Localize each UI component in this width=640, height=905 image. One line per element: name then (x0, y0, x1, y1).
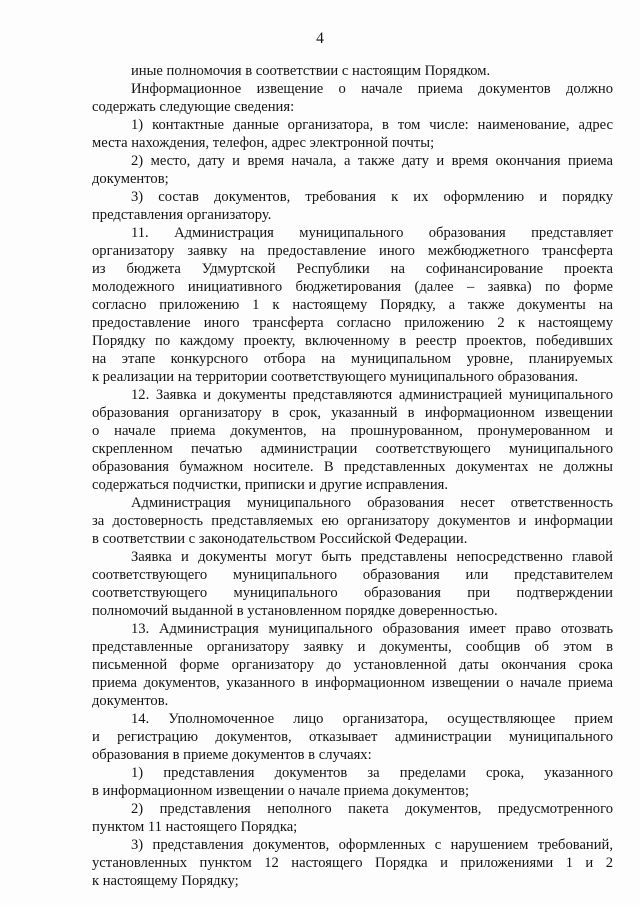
text-line: документов; (92, 171, 169, 187)
paragraph-item-2 (92, 152, 613, 188)
paragraph-responsibility (92, 494, 613, 548)
text-line: образования организатору в срок, указанный в информационном извещении (92, 405, 613, 421)
document-body (92, 62, 613, 890)
text-line: иные полномочия в соответствии с настоящим Порядком. (131, 63, 491, 79)
text-line: на этапе конкурсного отбора на муниципальном уровне, планируемых (92, 351, 613, 367)
text-line: к настоящему Порядку; (92, 873, 239, 889)
text-line: 3) состав документов, требования к их оформлению и порядку (131, 189, 613, 205)
text-line: 1) представления документов за пределами срока, указанного (131, 765, 613, 781)
paragraph-refusal-3 (92, 836, 613, 890)
text-line: о начале приема документов, на прошнурованном, пронумерованном и (92, 423, 613, 439)
text-line: 2) место, дату и время начала, а также дату и время окончания приема (131, 153, 613, 169)
text-line: 3) представления документов, оформленных с нарушением требований, (131, 837, 613, 853)
text-line: содержаться подчистки, приписки и другие исправления. (92, 477, 448, 493)
text-line: приема документов, указанного в информационном извещении о начале приема (92, 675, 613, 691)
paragraph-submission (92, 548, 613, 620)
text-line: согласно приложению 1 к настоящему Порядку, а также документы на (92, 297, 613, 313)
text-line: соответствующего муниципального образования или представителем (92, 567, 613, 583)
paragraph-notice-contents (92, 80, 613, 116)
text-line: и регистрацию документов, отказывает администрации муниципального (92, 729, 613, 745)
text-line: в информационном извещении о начале приема документов; (92, 783, 470, 799)
text-line: 1) контактные данные организатора, в том числе: наименование, адрес (131, 117, 613, 133)
text-line: Администрация муниципального образования несет ответственность (131, 495, 613, 511)
paragraph-item-1 (92, 116, 613, 152)
text-line: письменной форме организатору до установленной даты окончания срока (92, 657, 613, 673)
text-line: Информационное извещение о начале приема документов должно (131, 81, 613, 97)
text-line: Заявка и документы могут быть представлены непосредственно главой (131, 549, 613, 565)
paragraph-other-powers (92, 62, 613, 80)
paragraph-13 (92, 620, 613, 710)
text-line: содержать следующие сведения: (92, 99, 295, 115)
text-line: в соответствии с законодательством Российской Федерации. (92, 531, 468, 547)
text-line: за достоверность представляемых ею организатору документов и информации (92, 513, 613, 529)
text-line: 2) представления неполного пакета документов, предусмотренного (131, 801, 613, 817)
paragraph-item-3 (92, 188, 613, 224)
text-line: документов. (92, 693, 169, 709)
text-line: образования в приеме документов в случаях: (92, 747, 372, 763)
text-line: установленных пунктом 12 настоящего Порядка и приложениями 1 и 2 (92, 855, 613, 871)
paragraph-14 (92, 710, 613, 764)
text-line: пунктом 11 настоящего Порядка; (92, 819, 298, 835)
text-line: скрепленном печатью администрации соответствующего муниципального (92, 441, 613, 457)
text-line: организатору заявку на предоставление иного межбюджетного трансферта (92, 243, 613, 259)
text-line: 11. Администрация муниципального образования представляет (131, 225, 613, 241)
text-line: представленные организатору заявку и документы, сообщив об этом в (92, 639, 613, 655)
page-number: 4 (316, 30, 324, 47)
paragraph-refusal-1 (92, 764, 613, 800)
text-line: соответствующего муниципального образования при подтверждении (92, 585, 613, 601)
text-line: полномочий выданной в установленном порядке доверенностью. (92, 603, 498, 619)
text-line: 13. Администрация муниципального образования имеет право отозвать (131, 621, 613, 637)
text-line: предоставление иного трансферта согласно приложению 2 к настоящему (92, 315, 613, 331)
text-line: 12. Заявка и документы представляются администрацией муниципального (131, 387, 613, 403)
text-line: представления организатору. (92, 207, 272, 223)
paragraph-11 (92, 224, 613, 386)
text-line: места нахождения, телефон, адрес электронной почты; (92, 135, 435, 151)
paragraph-refusal-2 (92, 800, 613, 836)
text-line: молодежного инициативного бюджетирования (далее – заявка) по форме (92, 279, 613, 295)
text-line: к реализации на территории соответствующего муниципального образования. (92, 369, 579, 385)
text-line: из бюджета Удмуртской Республики на софинансирование проекта (92, 261, 613, 277)
paragraph-12 (92, 386, 613, 494)
text-line: 14. Уполномоченное лицо организатора, осуществляющее прием (131, 711, 613, 727)
text-line: образования бумажном носителе. В представленных документах не должны (92, 459, 613, 475)
text-line: Порядку по каждому проекту, включенному в реестр проектов, победивших (92, 333, 613, 349)
